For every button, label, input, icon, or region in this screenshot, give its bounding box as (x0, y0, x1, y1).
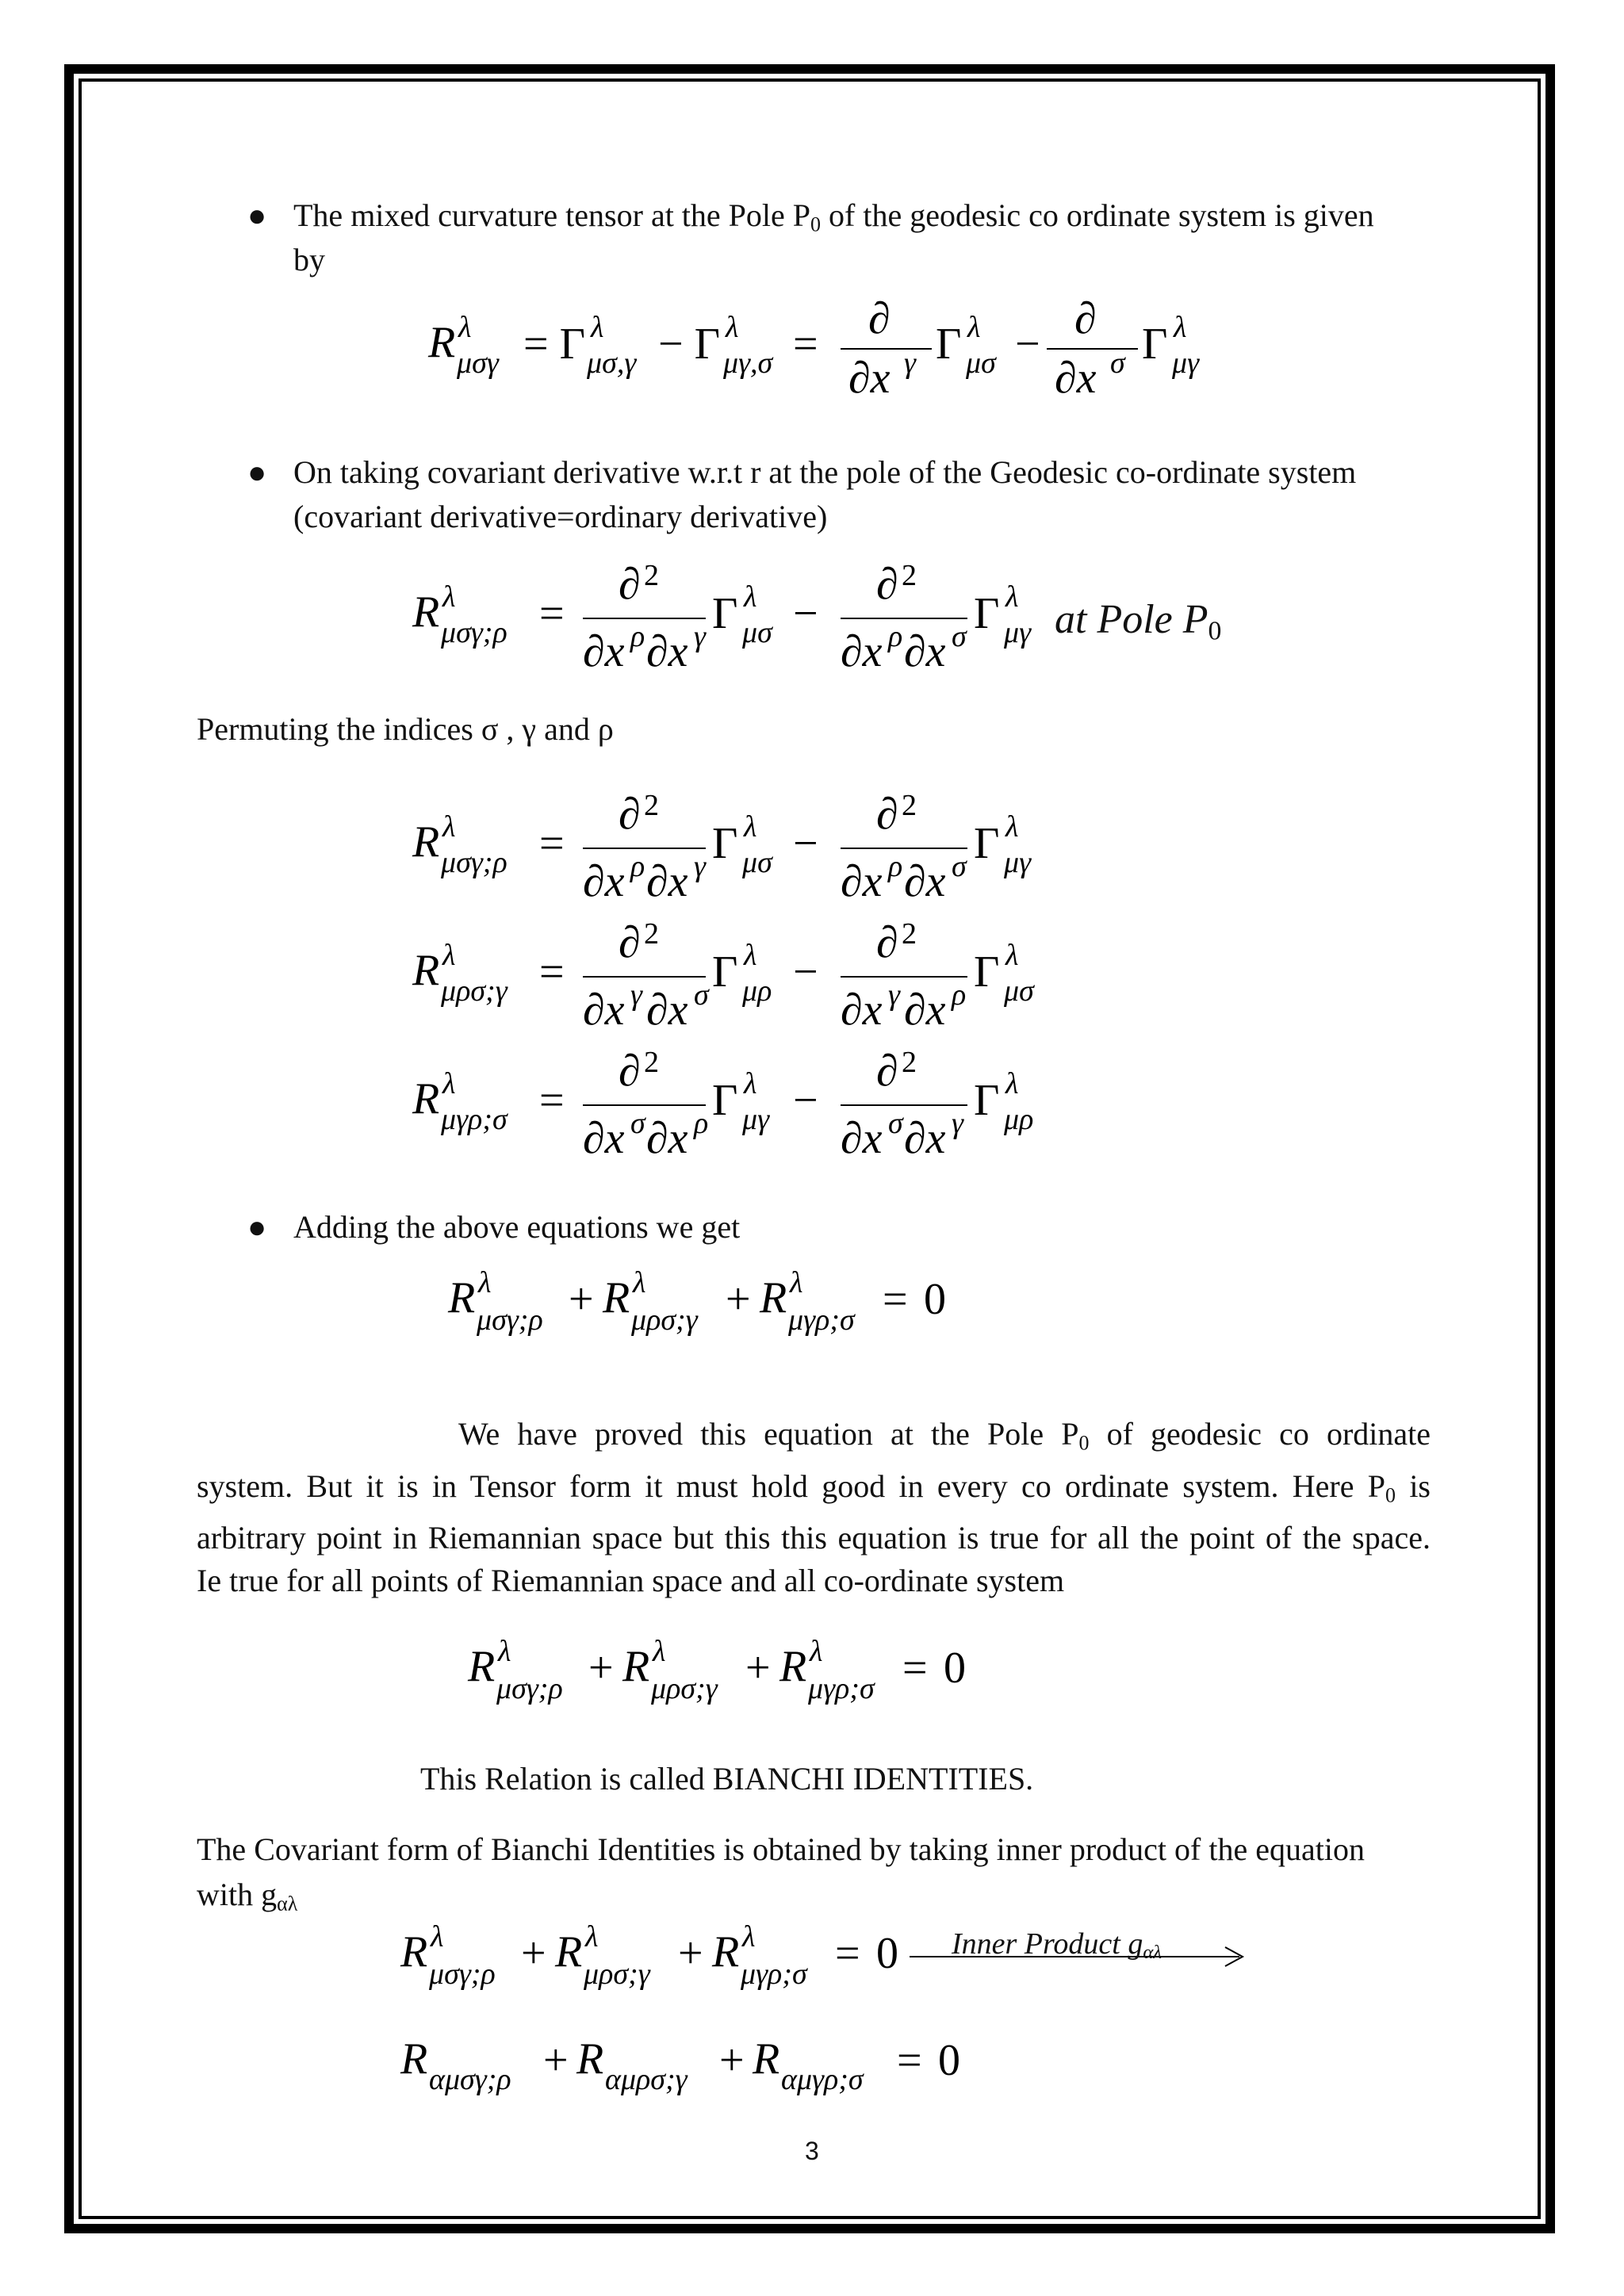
svg-text:λ: λ (1174, 311, 1187, 344)
svg-text:μσ: μσ (966, 346, 996, 380)
svg-text:∂: ∂ (619, 790, 641, 839)
svg-text:R: R (412, 946, 440, 995)
equation-covariant-bianchi (400, 2030, 1003, 2120)
svg-text:∂x: ∂x (904, 985, 946, 1035)
equation-permutation-2 (412, 913, 1126, 1051)
svg-text:λ: λ (431, 1920, 444, 1954)
svg-text:μσγ: μσγ (457, 346, 499, 380)
bullet-dot: ● (247, 197, 267, 233)
svg-text:μρσ;γ: μρσ;γ (584, 1957, 650, 1991)
svg-text:λ: λ (744, 1067, 757, 1100)
svg-text:μσ: μσ (742, 616, 772, 649)
svg-text:∂x: ∂x (646, 857, 688, 906)
svg-text:μγρ;σ: μγρ;σ (741, 1957, 807, 1991)
svg-text:R: R (753, 2034, 780, 2084)
svg-text:∂x: ∂x (583, 1114, 625, 1163)
svg-text:∂: ∂ (876, 560, 898, 609)
svg-text:2: 2 (902, 559, 917, 592)
svg-text:σ: σ (630, 1107, 645, 1140)
svg-text:R: R (555, 1927, 583, 1976)
svg-text:∂x: ∂x (646, 985, 688, 1035)
adding-text: Adding the above equations we get (293, 1209, 741, 1245)
svg-text:μσγ;ρ: μσγ;ρ (496, 1672, 563, 1705)
svg-text:μρσ;γ: μρσ;γ (651, 1672, 718, 1705)
svg-text:+: + (569, 1275, 594, 1324)
svg-text:+: + (521, 1929, 546, 1978)
covariant-form-line1: The Covariant form of Bianchi Identities is obtained by taking inner product of the equation (197, 1831, 1365, 1867)
svg-text:Γ: Γ (974, 819, 1000, 868)
page-number: 3 (805, 2137, 819, 2165)
svg-text:0: 0 (938, 2036, 960, 2085)
svg-text:∂x: ∂x (583, 627, 625, 676)
svg-text:= Γ: = Γ (523, 320, 585, 369)
svg-text:−: − (793, 589, 818, 638)
svg-text:μγ: μγ (742, 1103, 770, 1136)
svg-text:λ: λ (744, 939, 757, 972)
svg-text:∂x: ∂x (841, 1114, 883, 1163)
equation-sum-general (468, 1633, 991, 1732)
svg-text:∂: ∂ (1074, 294, 1097, 343)
svg-text:∂x: ∂x (646, 627, 688, 676)
equation-sum (448, 1265, 971, 1363)
svg-text:∂: ∂ (876, 790, 898, 839)
svg-text:μσ,γ: μσ,γ (587, 346, 637, 380)
svg-text:μσ: μσ (1004, 974, 1034, 1008)
svg-text:R: R (412, 1074, 440, 1123)
svg-text:λ: λ (442, 1067, 456, 1100)
svg-text:λ: λ (1005, 939, 1019, 972)
svg-text:=: = (539, 947, 565, 997)
svg-text:Γ: Γ (974, 589, 1000, 638)
svg-text:R: R (428, 318, 456, 367)
svg-text:∂: ∂ (876, 918, 898, 967)
svg-text:−: − (793, 1076, 818, 1125)
svg-text:λ: λ (478, 1266, 492, 1299)
svg-text:R: R (412, 817, 440, 867)
svg-text:∂x: ∂x (904, 627, 946, 676)
svg-text:+: + (678, 1929, 703, 1978)
svg-text:∂: ∂ (619, 1047, 641, 1096)
bianchi-statement: This Relation is called BIANCHI IDENTITIES. (420, 1761, 1034, 1797)
svg-text:μρσ;γ: μρσ;γ (631, 1303, 698, 1337)
svg-text:αμγρ;σ: αμγρ;σ (781, 2063, 864, 2096)
svg-text:λ: λ (1005, 1067, 1019, 1100)
svg-text:2: 2 (644, 1046, 659, 1079)
svg-text:μγ: μγ (1004, 616, 1032, 649)
svg-text:ρ: ρ (630, 620, 645, 653)
svg-text:μγρ;σ: μγρ;σ (788, 1303, 855, 1337)
svg-text:μσγ;ρ: μσγ;ρ (441, 846, 508, 879)
svg-text:R: R (448, 1273, 476, 1322)
covariant-form-line2: with $g_{\alpha\lambda}$ (197, 1877, 298, 1915)
svg-text:2: 2 (902, 789, 917, 822)
svg-text:− Γ: − Γ (658, 320, 720, 369)
svg-text:λ: λ (1005, 580, 1019, 614)
svg-text:λ: λ (744, 810, 757, 844)
svg-text:+: + (726, 1275, 751, 1324)
inner-product-label: Inner Product $g_{\alpha\lambda}$ (952, 1927, 1162, 1964)
svg-text:∂: ∂ (619, 560, 641, 609)
svg-text:λ: λ (790, 1266, 803, 1299)
svg-text:∂: ∂ (868, 294, 891, 343)
svg-text:−: − (793, 947, 818, 997)
svg-text:=: = (835, 1929, 860, 1978)
svg-text:2: 2 (644, 917, 659, 951)
svg-text:∂x: ∂x (583, 985, 625, 1035)
svg-text:λ: λ (591, 311, 604, 344)
svg-text:∂x: ∂x (583, 857, 625, 906)
svg-text:λ: λ (810, 1635, 823, 1668)
svg-text:μσγ;ρ: μσγ;ρ (441, 616, 508, 649)
svg-text:μσ: μσ (742, 846, 772, 879)
covariant-text-line1: On taking covariant derivative w.r.t r at the pole of the Geodesic co-ordinate system (293, 454, 1357, 490)
svg-text:γ: γ (952, 1107, 963, 1140)
svg-text:λ: λ (1005, 810, 1019, 844)
svg-text:ρ: ρ (694, 1107, 709, 1140)
svg-text:2: 2 (644, 789, 659, 822)
svg-text:∂x: ∂x (841, 627, 883, 676)
svg-text:R: R (603, 1273, 630, 1322)
svg-text:∂x: ∂x (841, 857, 883, 906)
svg-text:Γ: Γ (1142, 320, 1168, 369)
bullet-dot: ● (247, 1209, 267, 1245)
at-pole-label: at Pole $P_0$ (1055, 597, 1222, 646)
svg-text:μγρ;σ: μγρ;σ (808, 1672, 875, 1705)
svg-text:=: = (793, 320, 818, 369)
svg-text:λ: λ (585, 1920, 599, 1954)
svg-text:Γ: Γ (712, 819, 738, 868)
svg-text:ρ: ρ (888, 850, 903, 883)
svg-text:σ: σ (952, 850, 967, 883)
equation-permutation-1 (412, 785, 1126, 923)
svg-text:∂x: ∂x (904, 857, 946, 906)
equation-mixed-curvature (428, 293, 1221, 423)
svg-text:+: + (745, 1644, 771, 1693)
svg-text:λ: λ (744, 580, 757, 614)
permuting-text: Permuting the indices σ , γ and ρ (197, 711, 614, 747)
equation-permutation-3 (412, 1042, 1126, 1180)
svg-text:Γ: Γ (712, 589, 738, 638)
svg-text:μρσ;γ: μρσ;γ (441, 974, 508, 1008)
svg-text:R: R (468, 1642, 496, 1691)
svg-text:μγρ;σ: μγρ;σ (441, 1103, 508, 1136)
svg-text:−: − (793, 819, 818, 868)
svg-text:R: R (576, 2034, 604, 2084)
svg-text:=: = (539, 1076, 565, 1125)
svg-text:λ: λ (967, 311, 981, 344)
svg-text:σ: σ (952, 620, 967, 653)
svg-text:R: R (412, 587, 440, 637)
svg-text:μγ,σ: μγ,σ (723, 346, 773, 380)
intro-text-line1: The mixed curvature tensor at the Pole $P_0$ of the geodesic co ordinate system is given (293, 197, 1374, 236)
svg-text:λ: λ (633, 1266, 646, 1299)
svg-text:=: = (539, 589, 565, 638)
svg-text:R: R (760, 1273, 787, 1322)
svg-text:R: R (712, 1927, 740, 1976)
svg-text:+: + (588, 1644, 614, 1693)
svg-text:Γ: Γ (974, 1076, 1000, 1125)
svg-text:0: 0 (876, 1929, 898, 1978)
svg-text:λ: λ (442, 580, 456, 614)
svg-text:γ: γ (694, 850, 706, 883)
svg-text:=: = (883, 1275, 908, 1324)
svg-text:λ: λ (653, 1635, 666, 1668)
svg-text:Γ: Γ (712, 947, 738, 997)
svg-text:μγ: μγ (1004, 846, 1032, 879)
svg-text:ρ: ρ (630, 850, 645, 883)
svg-text:2: 2 (644, 559, 659, 592)
svg-text:2: 2 (902, 1046, 917, 1079)
svg-text:2: 2 (902, 917, 917, 951)
svg-text:γ: γ (630, 978, 642, 1012)
svg-text:∂: ∂ (876, 1047, 898, 1096)
svg-text:αμσγ;ρ: αμσγ;ρ (429, 2063, 511, 2096)
svg-text:Γ: Γ (936, 320, 962, 369)
svg-text:μσγ;ρ: μσγ;ρ (477, 1303, 543, 1337)
svg-text:0: 0 (944, 1644, 966, 1693)
svg-text:σ: σ (694, 978, 709, 1012)
svg-text:ρ: ρ (888, 620, 903, 653)
svg-text:Γ: Γ (712, 1076, 738, 1125)
svg-text:μρ: μρ (1004, 1103, 1034, 1136)
svg-text:γ: γ (904, 346, 916, 380)
svg-text:R: R (779, 1642, 807, 1691)
svg-text:R: R (622, 1642, 650, 1691)
svg-text:R: R (400, 2034, 428, 2084)
svg-text:λ: λ (726, 311, 739, 344)
svg-text:+: + (543, 2036, 569, 2085)
svg-text:μγ: μγ (1172, 346, 1200, 380)
svg-text:μρ: μρ (742, 974, 772, 1008)
intro-text-line2: by (293, 242, 325, 277)
svg-text:∂x: ∂x (848, 354, 891, 403)
svg-text:σ: σ (1110, 346, 1125, 380)
svg-text:+: + (719, 2036, 745, 2085)
bullet-dot: ● (247, 454, 267, 490)
svg-text:∂x: ∂x (904, 1114, 946, 1163)
svg-text:∂x: ∂x (646, 1114, 688, 1163)
svg-text:R: R (400, 1927, 428, 1976)
svg-text:−: − (1015, 320, 1040, 369)
svg-text:γ: γ (888, 978, 900, 1012)
svg-text:σ: σ (888, 1107, 903, 1140)
svg-text:Γ: Γ (974, 947, 1000, 997)
svg-text:λ: λ (442, 939, 456, 972)
svg-text:λ: λ (458, 311, 472, 344)
svg-text:λ: λ (498, 1635, 511, 1668)
svg-text:λ: λ (742, 1920, 756, 1954)
covariant-text-line2: (covariant derivative=ordinary derivative) (293, 499, 828, 534)
svg-text:∂x: ∂x (1055, 354, 1097, 403)
svg-text:∂x: ∂x (841, 985, 883, 1035)
svg-text:=: = (897, 2036, 922, 2085)
svg-text:=: = (539, 819, 565, 868)
svg-text:αμρσ;γ: αμρσ;γ (605, 2063, 688, 2096)
svg-text:γ: γ (694, 620, 706, 653)
svg-text:ρ: ρ (952, 978, 967, 1012)
svg-text:=: = (902, 1644, 928, 1693)
svg-text:∂: ∂ (619, 918, 641, 967)
svg-text:0: 0 (924, 1275, 946, 1324)
svg-text:μσγ;ρ: μσγ;ρ (429, 1957, 496, 1991)
svg-text:λ: λ (442, 810, 456, 844)
proof-paragraph: We have proved this equation at the Pole $P_0$ of geodesic co ordinate system. But it is in Tensor form it must hold good in every co ordinate system. Here $P_0$ is arbitrary point in Riemannian space but this this equation is true for all the point of the space. Ie true for all points of Riemannian space and all co-ordinate system (197, 1416, 1431, 1598)
